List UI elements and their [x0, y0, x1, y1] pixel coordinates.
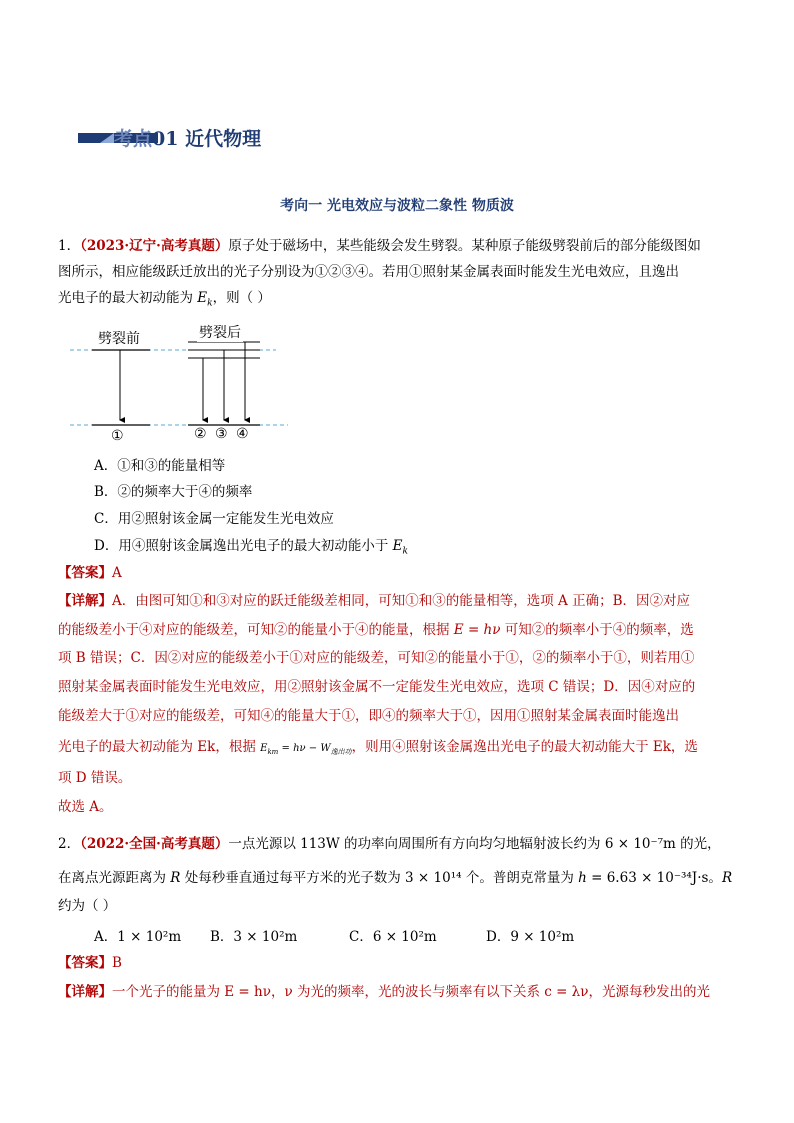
q2-stem-line1: 2．（2022·全国·高考真题）一点光源以 113W 的功率向周围所有方向均匀地辐射波长约为 6 × 10⁻⁷m 的光， — [58, 836, 721, 852]
q1-source: （2023·辽宁·高考真题） — [80, 238, 229, 254]
formula-ekm: $E_{km} = h\nu - W_{逸出功}$ — [260, 743, 352, 756]
q2-stem-line3: 约为（ ） — [58, 898, 117, 914]
q2-option-d: D．9 × 10²m — [486, 929, 575, 945]
figure-label-1: ① — [111, 428, 124, 444]
section-heading: 考向一 光电效应与波粒二象性 物质波 — [280, 198, 514, 214]
topic-number: 01 — [152, 128, 179, 150]
q2-option-b: B．3 × 10²m — [210, 929, 298, 945]
q2-source: （2022·全国·高考真题） — [80, 836, 229, 852]
figure-label-after: 劈裂后 — [197, 322, 243, 342]
q1-number: 1． — [58, 238, 81, 254]
q1-stem-line2: 图所示，相应能级跃迁放出的光子分别设为①②③④。若用①照射某金属表面时能发生光电效应，且逸出 — [58, 264, 679, 280]
topic-bar-accent — [100, 133, 114, 143]
q1-conclusion: 故选 A。 — [58, 799, 113, 815]
q1-detail-line3: 项 B 错误；C．因②对应的能级差小于①对应的能级差，可知②的能量小于①，②的频率小于①，则若用① — [58, 650, 695, 666]
q1-detail-line7: 项 D 错误。 — [58, 770, 132, 786]
q1-detail-line6: 光电子的最大初动能为 Ek，根据 $E_{km} = h\nu - W_{逸出功}$，则用④照射该金属逸出光电子的最大初动能大于 Ek，选 — [58, 739, 698, 756]
figure-label-before: 劈裂前 — [96, 328, 142, 348]
q2-answer: 【答案】B — [58, 955, 122, 971]
q2-stem-line2: 在离点光源距离为 R 处每秒垂直通过每平方米的光子数为 3 × 10¹⁴ 个。普朗克常量为 h = 6.63 × 10⁻³⁴J·s。R — [58, 870, 733, 886]
q2-number: 2． — [58, 836, 81, 852]
q1-stem-line1 — [58, 236, 738, 256]
q1-option-b: B．②的频率大于④的频率 — [94, 484, 253, 500]
q2-detail-line1: 【详解】一个光子的能量为 E = hν，ν 为光的频率，光的波长与频率有以下关系 c = λν，光源每秒发出的光 — [58, 984, 710, 1000]
q2-option-c: C．6 × 10²m — [349, 929, 437, 945]
q1-option-c: C．用②照射该金属一定能发生光电效应 — [94, 511, 334, 527]
formula-e-hv: E = hν — [453, 622, 501, 638]
q1-detail-line1: 【详解】A．由图可知①和③对应的跃迁能级差相同，可知①和③的能量相等，选项 A 正确；B．因②对应 — [58, 593, 691, 609]
figure-label-4: ④ — [236, 426, 249, 442]
q1-option-d: D．用④照射该金属逸出光电子的最大初动能小于 $E_k$ — [94, 538, 408, 557]
topic-title — [114, 124, 261, 151]
q1-answer: 【答案】A — [58, 565, 122, 581]
q1-detail-line4: 照射某金属表面时能发生光电效应，用②照射该金属不一定能发生光电效应，选项 C 错误；D．因④对应的 — [58, 679, 696, 695]
q1-stem-line3: 光电子的最大初动能为 $E_k$，则（ ） — [58, 290, 271, 309]
q2-option-a: A．1 × 10²m — [94, 929, 182, 945]
topic-prefix: 考点 — [114, 128, 153, 150]
q1-detail-line2: 的能级差小于④对应的能级差，可知②的能量小于④的能量，根据 E = hν 可知②的频率小于④的频率，选 — [58, 622, 694, 638]
q1-option-a: A．①和③的能量相等 — [94, 458, 226, 474]
figure-label-3: ③ — [215, 426, 228, 442]
topic-name: 近代物理 — [185, 128, 262, 150]
q1-detail-line5: 能级差大于①对应的能级差，可知④的能量大于①，即④的频率大于①，因用①照射某金属表面时能逸出 — [58, 708, 679, 724]
q1-stem1: 原子处于磁场中，某些能级会发生劈裂。某种原子能级劈裂前后的部分能级图如 — [228, 238, 701, 254]
figure-label-2: ② — [194, 426, 207, 442]
